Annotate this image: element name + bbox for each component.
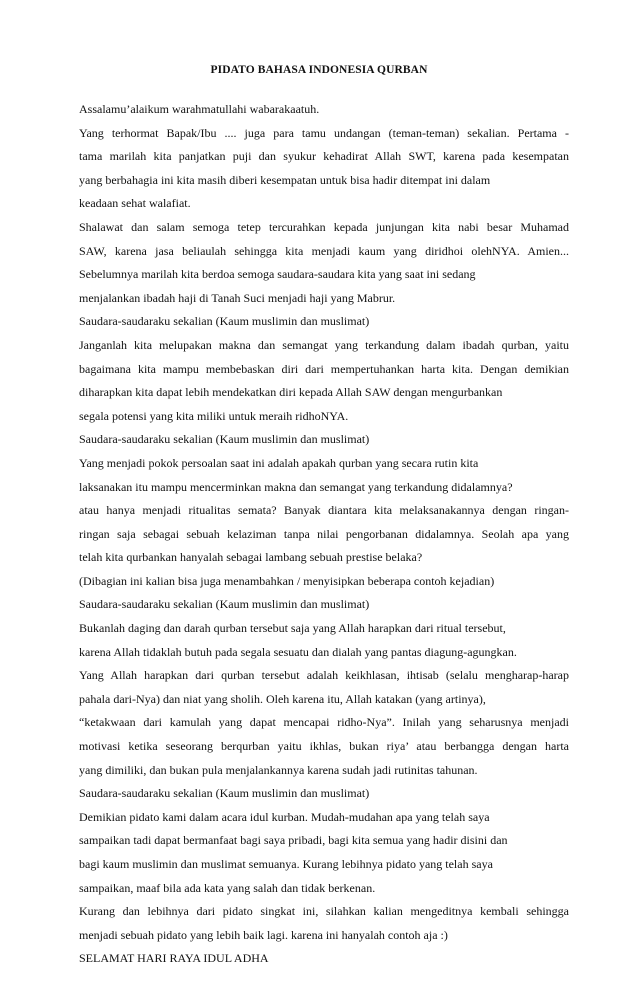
text-line: Demikian pidato kami dalam acara idul kurban. Mudah-mudahan apa yang telah saya [79,809,490,824]
text-line: Assalamu’alaikum warahmatullahi wabarakaatuh. [79,102,320,116]
text-line: Bukanlah daging dan darah qurban tersebut saja yang Allah harapkan dari ritual tersebut, [79,621,506,636]
text-line: Kurang dan lebihnya dari pidato singkat ini, silahkan kalian mengeditnya kembali sehingga [79,904,569,919]
text-line: SELAMAT HARI RAYA IDUL ADHA [79,951,269,966]
text-line: telah kita qurbankan hanyalah sebagai lambang sebuah prestise belaka? [79,550,423,565]
text-line: “ketakwaan dari kamulah yang dapat mencapai ridho-Nya”. Inilah yang seharusnya menjadi [79,715,569,730]
text-line: Saudara-saudaraku sekalian (Kaum muslimin dan muslimat) [79,786,370,801]
text-line: yang dimiliki, dan bukan pula menjalankannya karena sudah jadi rutinitas tahunan. [79,762,478,777]
text-line: atau hanya menjadi ritualitas semata? Banyak diantara kita melaksanakannya dengan ringan- [79,503,569,518]
text-line: menjalankan ibadah haji di Tanah Suci menjadi haji yang Mabrur. [79,290,396,305]
text-line: motivasi ketika seseorang berqurban yaitu ikhlas, bukan riya’ atau berbangga dengan harta [79,739,569,754]
text-line: yang berbahagia ini kita masih diberi kesempatan untuk bisa hadir ditempat ini dalam [79,172,491,187]
text-line: Janganlah kita melupakan makna dan semangat yang terkandung dalam ibadah qurban, yaitu [79,337,569,352]
text-line: Shalawat dan salam semoga tetep tercurahkan kepada junjungan kita nabi besar Muhamad [79,219,569,234]
text-line: sampaikan tadi dapat bermanfaat bagi saya pribadi, bagi kita semua yang hadir disini dan [79,833,508,848]
text-line: pahala dari-Nya) dan niat yang sholih. Oleh karena itu, Allah katakan (yang artinya), [79,691,486,706]
document-title: PIDATO BAHASA INDONESIA QURBAN [210,64,428,76]
text-line: Yang Allah harapkan dari qurban tersebut adalah keikhlasan, ihtisab (selalu mengharap-harap [79,668,569,683]
text-line: Saudara-saudaraku sekalian (Kaum muslimin dan muslimat) [79,314,370,329]
text-line: (Dibagian ini kalian bisa juga menambahkan / menyisipkan beberapa contoh kejadian) [79,573,495,588]
text-line: Yang terhormat Bapak/Ibu .... juga para tamu undangan (teman-teman) sekalian. Pertama - [79,125,569,140]
text-line: SAW, karena jasa beliaulah sehingga kita menjadi kaum yang diridhoi olehNYA. Amien... [79,243,569,258]
text-line: Sebelumnya marilah kita berdoa semoga saudara-saudara kita yang saat ini sedang [79,267,476,282]
text-line: segala potensi yang kita miliki untuk meraih ridhoNYA. [79,408,349,423]
text-line: Saudara-saudaraku sekalian (Kaum muslimin dan muslimat) [79,432,370,447]
text-line: tama marilah kita panjatkan puji dan syukur kehadirat Allah SWT, karena pada kesempatan [79,149,569,164]
text-line: bagaimana kita mampu membebaskan diri dari mempertuhankan harta kita. Dengan demikian [79,361,569,376]
text-line: diharapkan kita dapat lebih mendekatkan diri kepada Allah SAW dengan mengurbankan [79,385,503,400]
text-line: ringan saja sebagai sebuah kelaziman tanpa nilai pengorbanan didalamnya. Seolah apa yang [79,526,569,541]
text-line: sampaikan, maaf bila ada kata yang salah dan tidak berkenan. [79,880,376,895]
text-line: keadaan sehat walafiat. [79,196,191,211]
document-body [79,98,569,971]
text-line: bagi kaum muslimin dan muslimat semuanya. Kurang lebihnya pidato yang telah saya [79,857,493,871]
text-line: laksanakan itu mampu mencerminkan makna dan semangat yang terkandung didalamnya? [79,479,513,494]
text-line: karena Allah tidaklah butuh pada segala sesuatu dan dialah yang pantas diagung-agungkan. [79,644,517,659]
text-line: Saudara-saudaraku sekalian (Kaum muslimin dan muslimat) [79,597,370,612]
text-line: menjadi sebuah pidato yang lebih baik lagi. karena ini hanyalah contoh aja :) [79,927,448,942]
text-line: Yang menjadi pokok persoalan saat ini adalah apakah qurban yang secara rutin kita [79,455,479,470]
